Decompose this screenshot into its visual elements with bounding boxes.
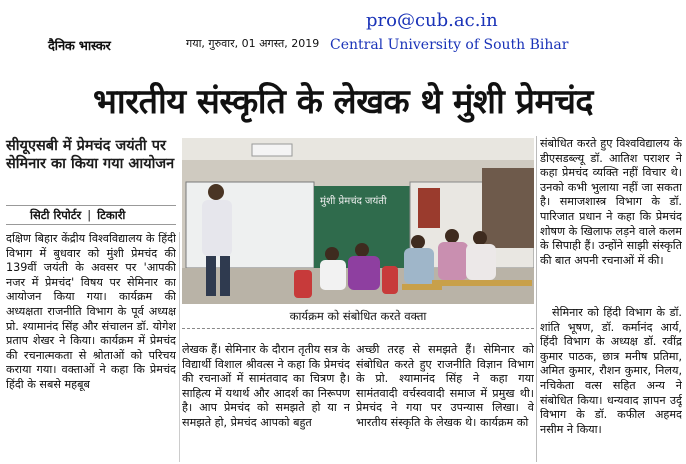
article-column-5 [540, 306, 682, 462]
article-text: संबोधित करते हुए विश्वविद्यालय के डीएसडब्ल्यू डॉ. आतिश पराशर ने कहा प्रेमचंद व्यक्ति नहीं विचार थे। उनको कभी भुलाया नहीं जा सकता है। समाजशास्त्र विभाग के डॉ. पारिजात प्रधान ने कहा कि प्रेमचंद शोषण के खिलाफ लड़ने वाले कलम के सिपाही हैं। उन्होंने साझी संस्कृति की बात अपनी रचनाओं में की। [540, 137, 682, 267]
article-column-3 [356, 343, 534, 461]
photo-caption: कार्यक्रम को संबोधित करते वक्ता [289, 309, 427, 323]
headline: भारतीय संस्कृति के लेखक थे मुंशी प्रेमचंद [93, 82, 593, 122]
article-column-1 [6, 232, 176, 460]
byline-place: टिकारी [97, 208, 126, 222]
subheadline: सीयूएसबी में प्रेमचंद जयंती पर सेमिनार का किया गया आयोजन [6, 138, 175, 172]
masthead [0, 0, 686, 78]
byline [6, 205, 176, 225]
article-column-4 [540, 137, 682, 303]
event-photo-illustration [182, 138, 534, 304]
article-column-2 [182, 343, 350, 461]
divider [182, 328, 534, 329]
board-text: मुंशी प्रेमचंद जयंती [320, 196, 387, 207]
article-text: सेमिनार को हिंदी विभाग के डॉ. शांति भूषण, डॉ. कर्मानंद आर्य, हिंदी विभाग के अध्यक्ष डॉ. रवींद्र कुमार पाठक, छात्र मनीष प्रतिमा, अमित कुमार, रौशन कुमार, निलय, नचिकेता वत्स सहित अन्य ने संबोधित किया। धन्यवाद ज्ञापन उर्दू विभाग के डॉ. कफील अहमद नसीम ने किया। [540, 306, 682, 436]
article-text: दक्षिण बिहार केंद्रीय विश्वविद्यालय के हिंदी विभाग में बुधवार को मुंशी प्रेमचंद की 139वीं जयंती के अवसर पर 'आपकी नजर में प्रेमचंद' विषय पर सेमिनार का आयोजन किया गया। कार्यक्रम की अध्यक्षता राजनीति विभाग के पूर्व अध्यक्ष प्रो. श्यामानंद सिंह और संचालन डॉ. योगेश प्रताप शेखर ने किया। कार्यक्रम में प्रेमचंद की रचनात्मकता से श्रोताओं को परिचय कराया गया। वक्ताओं ने कहा कि प्रेमचंद हिंदी के सबसे महबूब [6, 232, 176, 391]
dateline: गया, गुरुवार, 01 अगस्त, 2019 [186, 37, 320, 50]
newspaper-logo: दैनिक भास्कर [48, 39, 111, 54]
article-text: लेखक हैं। सेमिनार के दौरान तृतीय सत्र के विद्यार्थी विशाल श्रीवत्स ने कहा कि प्रेमचंद की रचनाओं में सामंतवाद का चित्रण है। साहित्य में यथार्थ और आदर्श का निरूपण है। आप प्रेमचंद को समझते हो या न समझते हो, प्रेमचंद आपको बहुत [182, 343, 350, 429]
event-photo [182, 138, 534, 304]
article-text: अच्छी तरह से समझते हैं। सेमिनार को संबोधित करते हुए राजनीति विज्ञान विभाग के प्रो. श्यामानंद सिंह ने कहा गया सामंतवादी वर्चस्ववादी समाज में प्रमुख थी। प्रेमचंद ने गया पर उपन्यास लिखा। वे भारतीय संस्कृति के लेखक थे। कार्यक्रम को [356, 343, 534, 429]
byline-reporter: सिटी रिपोर्टर [30, 208, 82, 222]
university-annotation: Central University of South Bihar [330, 37, 569, 53]
email-annotation: pro@cub.ac.in [366, 10, 498, 31]
byline-separator: | [87, 208, 92, 222]
column-divider [179, 232, 180, 462]
column-divider [536, 136, 537, 462]
